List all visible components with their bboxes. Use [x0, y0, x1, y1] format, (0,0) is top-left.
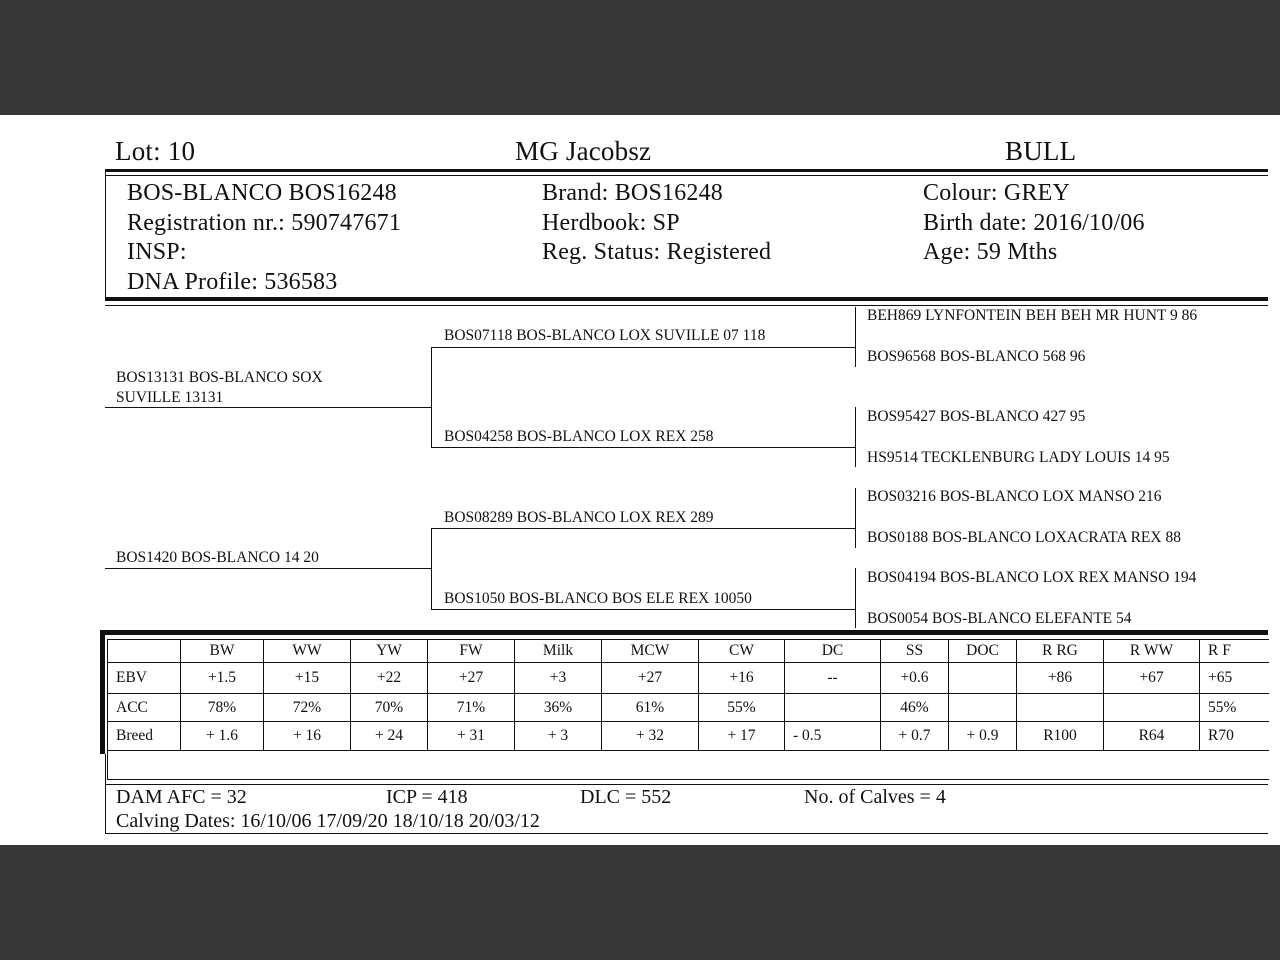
animal-sex: BULL [1005, 136, 1077, 166]
ped-bracket-ds [855, 488, 856, 548]
ebv-cell: R64 [1104, 722, 1200, 751]
pedigree-ggp-1: BEH869 LYNFONTEIN BEH BEH MR HUNT 9 86 [867, 307, 1198, 324]
ebv-cell: +86 [1017, 663, 1104, 694]
ebv-cell: +1.5 [181, 663, 264, 694]
ebv-cell: 55% [1200, 694, 1269, 722]
registration-number: Registration nr.: 590747671 [127, 209, 402, 236]
ebv-cell: +0.6 [881, 663, 949, 694]
info-box-left-border [105, 172, 106, 297]
ped-bracket-sire [431, 347, 432, 448]
ebv-cell [1017, 694, 1104, 722]
ebv-cell: 46% [881, 694, 949, 722]
reg-status: Reg. Status: Registered [542, 239, 772, 265]
ped-bracket-sd [855, 407, 856, 467]
dam-dlc: DLC = 552 [580, 786, 672, 808]
ebv-cell: +15 [264, 663, 351, 694]
brand: Brand: BOS16248 [542, 180, 724, 206]
lot-number: Lot: 10 [115, 136, 196, 166]
ebv-cell: + 3 [515, 722, 602, 751]
birth-date: Birth date: 2016/10/06 [923, 209, 1145, 236]
pedigree-dam-dam: BOS1050 BOS-BLANCO BOS ELE REX 10050 [444, 590, 752, 607]
herdbook: Herdbook: SP [542, 209, 680, 236]
pedigree-ggp-8: BOS0054 BOS-BLANCO ELEFANTE 54 [867, 610, 1132, 627]
ebv-table [107, 639, 1269, 780]
ebv-cell: + 0.7 [881, 722, 949, 751]
header-rule-thin [105, 175, 1268, 176]
ebv-cell: +27 [428, 663, 515, 694]
dam-box-bottom-rule [105, 833, 1268, 834]
pedigree-ggp-2: BOS96568 BOS-BLANCO 568 96 [867, 348, 1086, 365]
ebv-header-cell: MCW [602, 640, 699, 663]
ebv-header-cell: Milk [515, 640, 602, 663]
pedigree-ggp-5: BOS03216 BOS-BLANCO LOX MANSO 216 [867, 488, 1162, 505]
ebv-cell: 61% [602, 694, 699, 722]
age: Age: 59 Mths [923, 239, 1058, 265]
ebv-cell: 70% [351, 694, 428, 722]
ebv-cell: Breed [108, 722, 181, 751]
ebv-cell: ACC [108, 694, 181, 722]
ped-line-ss [431, 347, 855, 348]
ebv-cell [785, 694, 881, 722]
dam-icp: ICP = 418 [386, 786, 468, 808]
pedigree-sire-dam: BOS04258 BOS-BLANCO LOX REX 258 [444, 428, 714, 445]
ebv-cell: + 16 [264, 722, 351, 751]
ebv-spacer-row [108, 751, 1269, 780]
header-rule-thick [105, 169, 1268, 172]
insp: INSP: [127, 239, 187, 265]
ebv-cell: R100 [1017, 722, 1104, 751]
ebv-cell [949, 694, 1017, 722]
ebv-header-cell: R F [1200, 640, 1269, 663]
ebv-header-cell: R RG [1017, 640, 1104, 663]
ebv-cell: 36% [515, 694, 602, 722]
calving-dates: Calving Dates: 16/10/06 17/09/20 18/10/18 20/03/12 [116, 810, 540, 832]
ped-bracket-dam [431, 528, 432, 609]
dam-box-left-border [105, 754, 106, 834]
ebv-cell: - 0.5 [785, 722, 881, 751]
ebv-cell: EBV [108, 663, 181, 694]
ebv-cell: + 24 [351, 722, 428, 751]
ebv-cell: 55% [699, 694, 785, 722]
pedigree-sire-sire: BOS07118 BOS-BLANCO LOX SUVILLE 07 118 [444, 327, 766, 344]
pedigree-ggp-6: BOS0188 BOS-BLANCO LOXACRATA REX 88 [867, 529, 1181, 546]
ebv-cell: + 1.6 [181, 722, 264, 751]
table-rule-top [100, 630, 1268, 635]
ebv-row-ebv [108, 663, 1269, 694]
pedigree-ggp-3: BOS95427 BOS-BLANCO 427 95 [867, 408, 1086, 425]
ped-bracket-ss [855, 307, 856, 367]
table-rule-left [100, 630, 105, 754]
ebv-cell [949, 663, 1017, 694]
ped-line-dd [431, 609, 855, 610]
ebv-header-cell: FW [428, 640, 515, 663]
pedigree-dam: BOS1420 BOS-BLANCO 14 20 [116, 549, 319, 566]
ebv-cell: 78% [181, 694, 264, 722]
ebv-header-cell [108, 640, 181, 663]
ebv-cell: + 17 [699, 722, 785, 751]
info-column-left [127, 179, 401, 297]
pedigree-dam-sire: BOS08289 BOS-BLANCO LOX REX 289 [444, 509, 714, 526]
ebv-header-cell: SS [881, 640, 949, 663]
ebv-header-cell: BW [181, 640, 264, 663]
ebv-header-cell: DOC [949, 640, 1017, 663]
ebv-cell: +22 [351, 663, 428, 694]
ebv-cell: +67 [1104, 663, 1200, 694]
ebv-cell: +3 [515, 663, 602, 694]
dam-calves-count: No. of Calves = 4 [804, 786, 946, 808]
ebv-cell: + 32 [602, 722, 699, 751]
info-rule-thick [105, 297, 1268, 301]
ebv-cell [1104, 694, 1200, 722]
dam-afc: DAM AFC = 32 [116, 786, 247, 808]
colour: Colour: GREY [923, 180, 1071, 206]
ebv-header-cell: R WW [1104, 640, 1200, 663]
ebv-cell: R70 [1200, 722, 1269, 751]
breeder-name: MG Jacobsz [515, 136, 652, 166]
ped-line-dam [105, 568, 431, 569]
ebv-header-cell: WW [264, 640, 351, 663]
ebv-cell: 72% [264, 694, 351, 722]
ebv-header-cell: YW [351, 640, 428, 663]
dna-profile: DNA Profile: 536583 [127, 268, 338, 295]
ebv-cell: + 31 [428, 722, 515, 751]
ebv-cell: 71% [428, 694, 515, 722]
ebv-row-acc [108, 694, 1269, 722]
ebv-header-row [108, 640, 1269, 663]
ped-line-sd [431, 447, 855, 448]
ebv-header-cell: DC [785, 640, 881, 663]
info-column-right [923, 179, 1145, 268]
pedigree-ggp-7: BOS04194 BOS-BLANCO LOX REX MANSO 194 [867, 569, 1197, 586]
ped-bracket-dd [855, 568, 856, 628]
ebv-row-breed [108, 722, 1269, 751]
ebv-cell: +27 [602, 663, 699, 694]
ebv-cell: -- [785, 663, 881, 694]
lot-sheet [0, 115, 1280, 845]
ebv-spacer-cell [108, 751, 1269, 780]
ebv-cell: +16 [699, 663, 785, 694]
ped-line-ds [431, 528, 855, 529]
dam-box-top-rule [105, 784, 1268, 785]
ebv-cell: + 0.9 [949, 722, 1017, 751]
info-column-middle [542, 179, 771, 268]
ebv-cell: +65 [1200, 663, 1269, 694]
pedigree-ggp-4: HS9514 TECKLENBURG LADY LOUIS 14 95 [867, 449, 1170, 466]
ebv-header-cell: CW [699, 640, 785, 663]
animal-name: BOS-BLANCO BOS16248 [127, 180, 397, 206]
info-rule-thin [105, 305, 1268, 306]
pedigree-sire: BOS13131 BOS-BLANCO SOX SUVILLE 13131 [116, 369, 323, 406]
